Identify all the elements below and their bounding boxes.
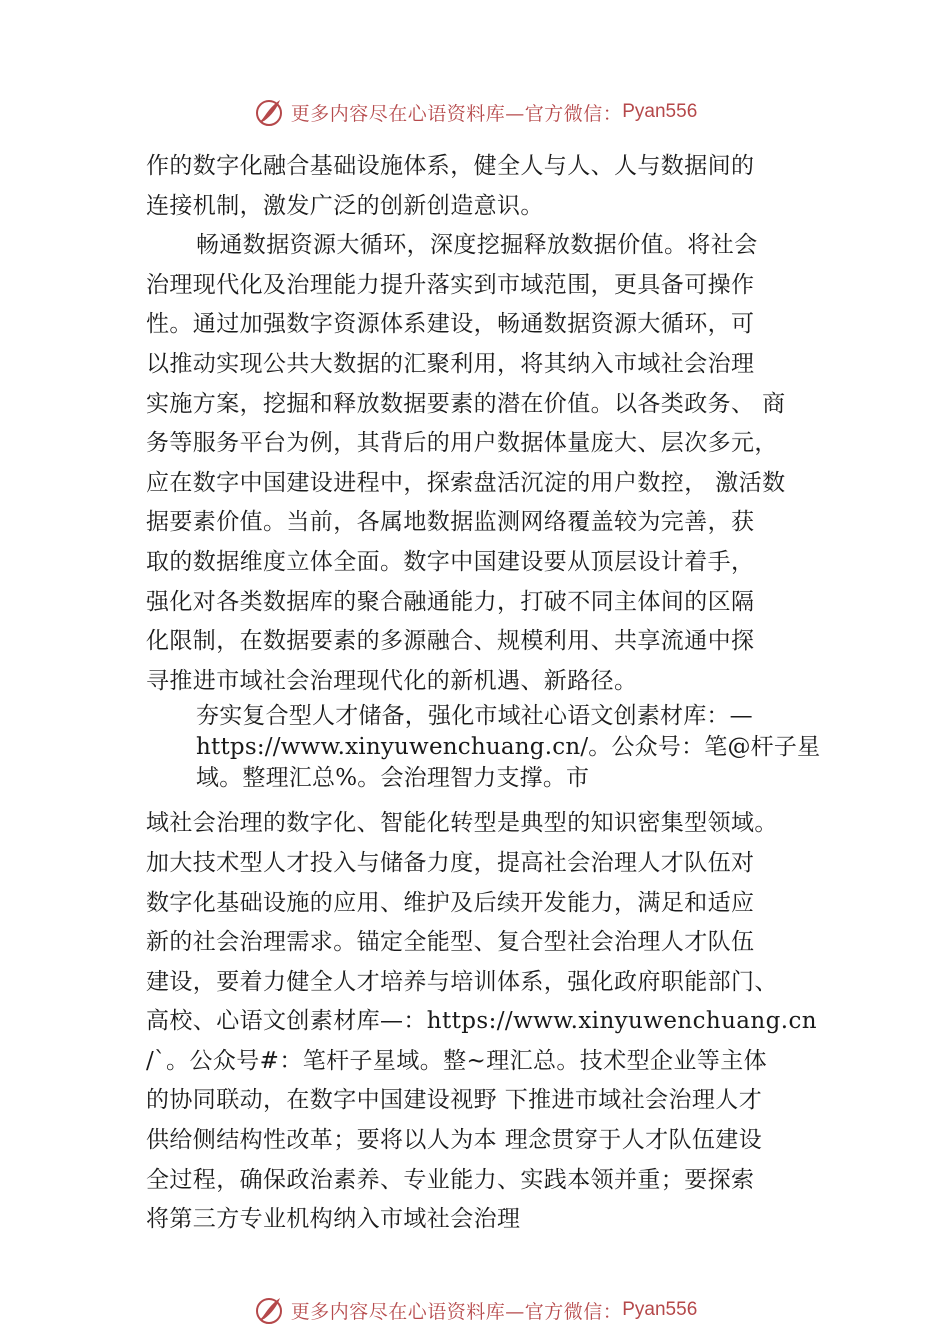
text-line: 数字化基础设施的应用、维护及后续开发能力，满足和适应 [146, 889, 755, 916]
text-line: 应在数字中国建设进程中，探索盘活沉淀的用户数控， 激活数 [146, 469, 786, 496]
text-line: 强化对各类数据库的聚合融通能力，打破不同主体间的区隔 [146, 588, 755, 615]
text-line: 寻推进市域社会治理现代化的新机遇、新路径。 [146, 667, 638, 694]
text-line: 建设，要着力健全人才培养与培训体系，强化政府职能部门、 [146, 968, 778, 995]
header-banner-text: 更多内容尽在心语资料库—官方微信： [290, 102, 623, 125]
document-body [146, 147, 836, 1240]
text-line: 供给侧结构性改革；要将以人为本 理念贯穿于人才队伍建设 [146, 1127, 763, 1154]
text-line: 将第三方专业机构纳入市域社会治理 [146, 1206, 521, 1233]
text-line: 连接机制，激发广泛的创新创造意识。 [146, 192, 544, 219]
header-banner-wechat-id: Pyan556 [622, 101, 698, 122]
text-line: 全过程，确保政治素养、专业能力、实践本领并重；要探索 [146, 1166, 755, 1193]
text-line: 高校、心语文创素材库—：https://www.xinyuwenchuang.cn [146, 1008, 817, 1035]
inserted-watermark-block [146, 701, 836, 794]
text-line: 取的数据维度立体全面。数字中国建设要从顶层设计着手， [146, 548, 755, 575]
text-line: 性。通过加强数字资源体系建设，畅通数据资源大循环，可 [146, 311, 755, 338]
footer-banner-text: 更多内容尽在心语资料库—官方微信： [290, 1300, 623, 1323]
header-banner [0, 92, 950, 132]
text-line: 治理现代化及治理能力提升落实到市域范围，更具备可操作 [146, 271, 755, 298]
text-line: 化限制，在数据要素的多源融合、规模利用、共享流通中探 [146, 628, 755, 655]
quill-logo-icon [253, 96, 285, 128]
footer-banner [0, 1290, 950, 1330]
text-line: 务等服务平台为例，其背后的用户数据体量庞大、层次多元， [146, 430, 778, 457]
text-line: /`。公众号#：笔杆子星域。整~理汇总。技术型企业等主体 [146, 1047, 767, 1074]
text-line: 作的数字化融合基础设施体系，健全人与人、人与数据间的 [146, 153, 755, 179]
text-line: 加大技术型人才投入与储备力度，提高社会治理人才队伍对 [146, 849, 755, 876]
text-line: 新的社会治理需求。锚定全能型、复合型社会治理人才队伍 [146, 929, 755, 956]
text-line: 域社会治理的数字化、智能化转型是典型的知识密集型领域。 [146, 810, 778, 837]
paragraph-start-line: 畅通数据资源大循环，深度挖掘释放数据价值。将社会 [196, 232, 758, 259]
watermark-line: https://www.xinyuwenchuang.cn/。公众号：笔@杆子星 [196, 734, 821, 761]
text-line: 据要素价值。当前，各属地数据监测网络覆盖较为完善，获 [146, 509, 755, 536]
text-line: 实施方案，挖掘和释放数据要素的潜在价值。以各类政务、 商 [146, 390, 786, 417]
quill-logo-icon [253, 1294, 285, 1326]
text-line: 的协同联动，在数字中国建设视野 下推进市域社会治理人才 [146, 1087, 763, 1114]
watermark-line: 夯实复合型人才储备，强化市域社心语文创素材库：— [196, 703, 753, 730]
footer-banner-wechat-id: Pyan556 [622, 1299, 698, 1320]
text-line: 以推动实现公共大数据的汇聚利用，将其纳入市域社会治理 [146, 350, 755, 377]
watermark-line: 域。整理汇总%。会治理智力支撑。市 [196, 765, 590, 792]
